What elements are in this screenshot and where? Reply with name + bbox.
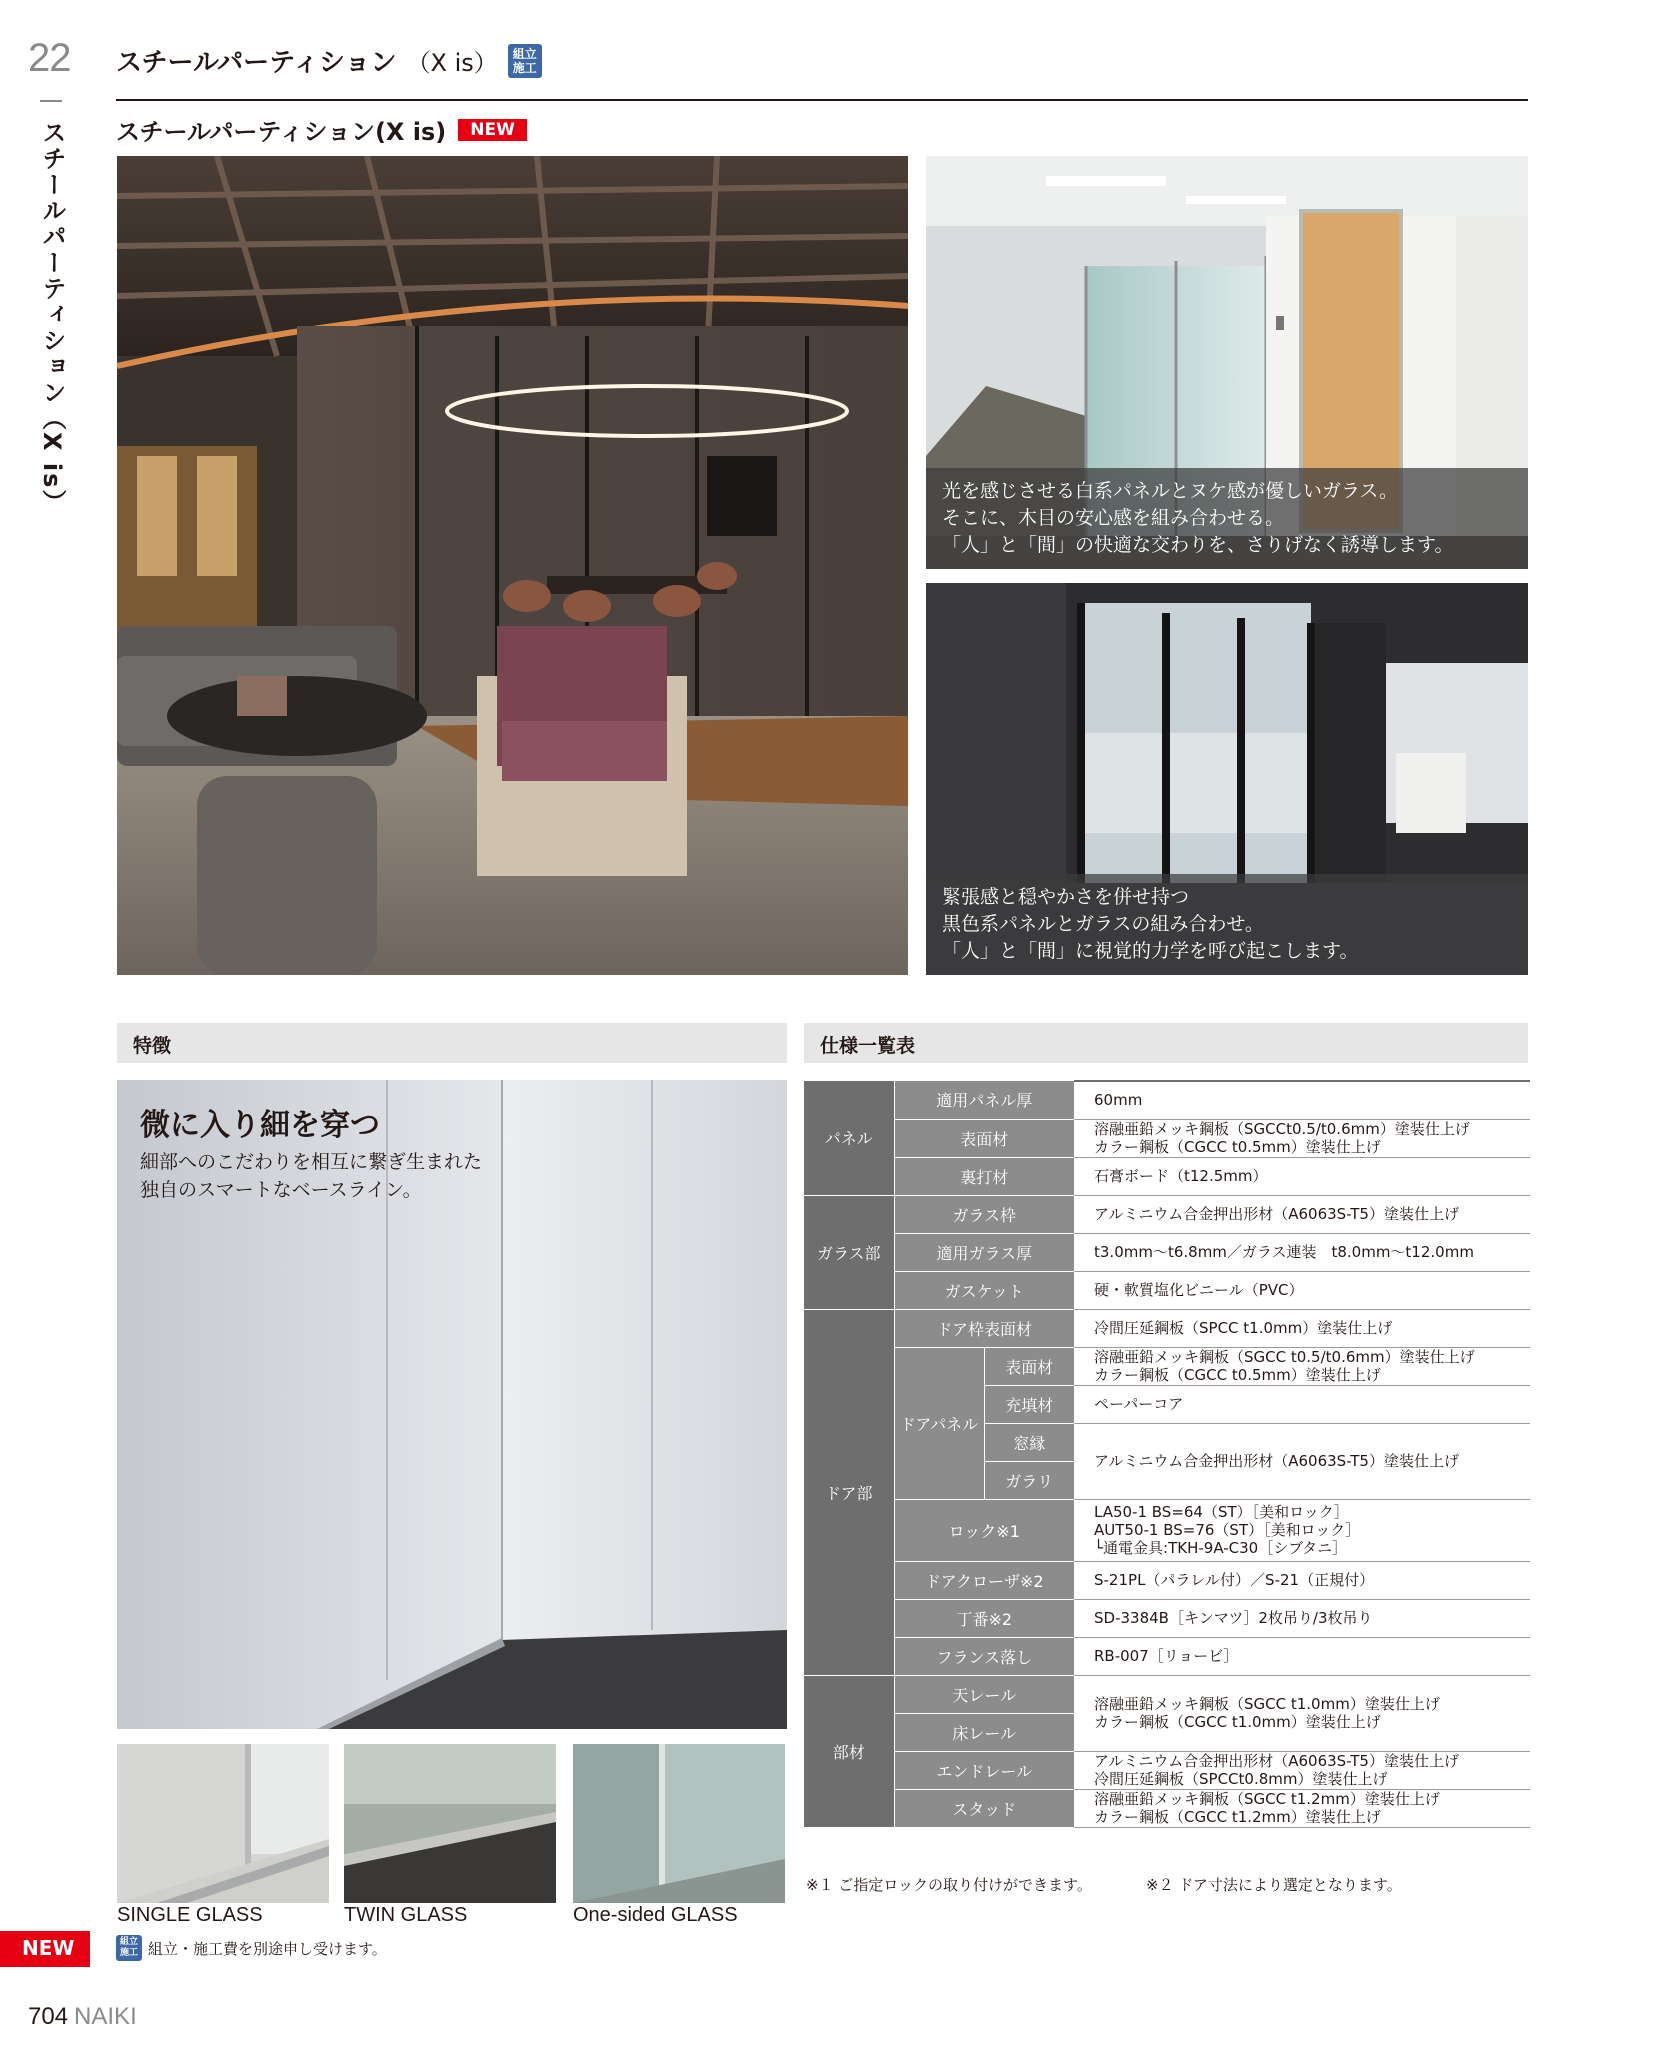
single-glass-label: SINGLE GLASS — [117, 1904, 263, 1926]
spec-subitem: 窓縁 — [984, 1423, 1074, 1461]
product-subtitle-text: スチールパーティション(X is) — [116, 118, 447, 146]
feature-title: 微に入り細を穿つ — [140, 1108, 380, 1143]
spec-cat-glass: ガラス部 — [804, 1195, 894, 1309]
spec-cat-door: ドア部 — [804, 1309, 894, 1675]
spec-value: RB-007［リョービ］ — [1074, 1637, 1530, 1675]
spec-subitem: 表面材 — [984, 1347, 1074, 1385]
twin-glass-thumb — [344, 1744, 556, 1903]
footer-brand — [28, 2003, 137, 2031]
spec-item: 裏打材 — [894, 1157, 1074, 1195]
footer-badge-line2: 施工 — [119, 1948, 138, 1958]
spec-value: 溶融亜鉛メッキ鋼板（SGCC t1.0mm）塗装仕上げ カラー鋼板（CGCC t1.0mm）塗装仕上げ — [1074, 1675, 1530, 1751]
one-sided-glass-label: One-sided GLASS — [573, 1904, 738, 1926]
spec-item: ガスケット — [894, 1271, 1074, 1309]
footer-new-label: NEW — [0, 1931, 90, 1967]
spec-value: 溶融亜鉛メッキ鋼板（SGCC t1.2mm）塗装仕上げ カラー鋼板（CGCC t1.2mm）塗装仕上げ — [1074, 1789, 1530, 1827]
spec-row — [804, 1499, 1530, 1561]
black-panel-photo — [926, 583, 1528, 975]
spec-value: アルミニウム合金押出形材（A6063S-T5）塗装仕上げ — [1074, 1195, 1530, 1233]
spec-value: 溶融亜鉛メッキ鋼板（SGCCt0.5/t0.6mm）塗装仕上げ カラー鋼板（CGCC t0.5mm）塗装仕上げ — [1074, 1119, 1530, 1157]
spec-item: 適用ガラス厚 — [894, 1233, 1074, 1271]
black-panel-caption: 緊張感と穏やかさを併せ持つ 黒色系パネルとガラスの組み合わせ。 「人」と「間」に視覚的力学を呼び起こします。 — [926, 874, 1528, 975]
spec-value: アルミニウム合金押出形材（A6063S-T5）塗装仕上げ — [1074, 1423, 1530, 1499]
spec-item: ロック※1 — [894, 1499, 1074, 1561]
spec-item: 床レール — [894, 1713, 1074, 1751]
spec-subitem: ガラリ — [984, 1461, 1074, 1499]
spec-row — [804, 1157, 1530, 1195]
footer-brand-name: NAIKI — [74, 2003, 137, 2030]
assembly-badge — [508, 44, 542, 78]
header-rule — [116, 99, 1528, 101]
assembly-badge-line2: 施工 — [512, 60, 537, 75]
footnote-1: ※１ ご指定ロックの取り付けができます。 — [806, 1876, 1092, 1894]
spec-value: 冷間圧延鋼板（SPCC t1.0mm）塗装仕上げ — [1074, 1309, 1530, 1347]
footer-assembly-badge — [116, 1935, 142, 1961]
spec-subitem: 充填材 — [984, 1385, 1074, 1423]
main-office-photo — [117, 156, 908, 975]
single-glass-thumb — [117, 1744, 329, 1903]
spec-value: 石膏ボード（t12.5mm） — [1074, 1157, 1530, 1195]
footer-note-text: 組立・施工費を別途申し受けます。 — [148, 1939, 387, 1958]
spec-item: エンドレール — [894, 1751, 1074, 1789]
header-title — [116, 42, 542, 79]
spec-cat-panel: パネル — [804, 1081, 894, 1195]
spec-header: 仕様一覧表 — [804, 1023, 1528, 1063]
spec-row — [804, 1599, 1530, 1637]
spec-value: t3.0mm～t6.8mm／ガラス連装 t8.0mm～t12.0mm — [1074, 1233, 1530, 1271]
footer-badge-line1: 組立 — [119, 1937, 138, 1947]
spec-item: ガラス枠 — [894, 1195, 1074, 1233]
spec-row — [804, 1637, 1530, 1675]
footer-page-number: 704 — [28, 2003, 69, 2030]
spec-row — [804, 1271, 1530, 1309]
footer-assembly-note — [116, 1935, 387, 1961]
spec-value: LA50-1 BS=64（ST）［美和ロック］ AUT50-1 BS=76（ST）［美和ロック］ └通電金具:TKH-9A-C30［シブタニ］ — [1074, 1499, 1530, 1561]
spec-table — [804, 1080, 1530, 1828]
footnote-2: ※２ ドア寸法により選定となります。 — [1146, 1876, 1402, 1894]
header-title-text: スチールパーティション — [116, 48, 397, 78]
page-number: 22 — [28, 36, 71, 80]
spec-row — [804, 1195, 1530, 1233]
feature-description: 細部へのこだわりを相互に繋ぎ生まれた 独自のスマートなベースライン。 — [140, 1151, 483, 1201]
spec-item: フランス落し — [894, 1637, 1074, 1675]
one-sided-glass-thumb — [573, 1744, 785, 1903]
spec-row — [804, 1309, 1530, 1347]
spec-item: ドアクローザ※2 — [894, 1561, 1074, 1599]
spec-item: ドア枠表面材 — [894, 1309, 1074, 1347]
spec-table-wrap — [804, 1080, 1530, 1828]
spec-row — [804, 1751, 1530, 1789]
white-panel-caption: 光を感じさせる白系パネルとヌケ感が優しいガラス。 そこに、木目の安心感を組み合わせる。 「人」と「間」の快適な交わりを、さりげなく誘導します。 — [926, 468, 1528, 569]
white-panel-photo — [926, 156, 1528, 569]
twin-glass-label: TWIN GLASS — [344, 1904, 468, 1926]
spec-value: 硬・軟質塩化ビニール（PVC） — [1074, 1271, 1530, 1309]
spec-row — [804, 1081, 1530, 1119]
spec-value: アルミニウム合金押出形材（A6063S-T5）塗装仕上げ 冷間圧延鋼板（SPCCt0.8mm）塗装仕上げ — [1074, 1751, 1530, 1789]
assembly-badge-line1: 組立 — [512, 46, 537, 61]
spec-cat-parts: 部材 — [804, 1675, 894, 1827]
side-title: スチールパーティション（X is） — [38, 120, 66, 516]
spec-row — [804, 1347, 1530, 1385]
spec-value: S-21PL（パラレル付）／S-21（正規付） — [1074, 1561, 1530, 1599]
spec-value: 60mm — [1074, 1081, 1530, 1119]
product-subtitle — [116, 112, 527, 147]
spec-row — [804, 1119, 1530, 1157]
spec-value: SD-3384B［キンマツ］2枚吊り/3枚吊り — [1074, 1599, 1530, 1637]
spec-item: 丁番※2 — [894, 1599, 1074, 1637]
spec-row — [804, 1789, 1530, 1827]
spec-row — [804, 1675, 1530, 1713]
spec-item: 表面材 — [894, 1119, 1074, 1157]
spec-item-door-panel: ドアパネル — [894, 1347, 984, 1499]
features-header: 特徴 — [117, 1023, 787, 1063]
spec-value: 溶融亜鉛メッキ鋼板（SGCC t0.5/t0.6mm）塗装仕上げ カラー鋼板（CGCC t0.5mm）塗装仕上げ — [1074, 1347, 1530, 1385]
header-title-suffix: （X is） — [406, 49, 498, 77]
spec-item: 天レール — [894, 1675, 1074, 1713]
spec-item: 適用パネル厚 — [894, 1081, 1074, 1119]
spec-row — [804, 1233, 1530, 1271]
new-badge: NEW — [458, 119, 527, 141]
spec-item: スタッド — [894, 1789, 1074, 1827]
page-number-rule — [40, 100, 62, 102]
spec-row — [804, 1561, 1530, 1599]
spec-value: ペーパーコア — [1074, 1385, 1530, 1423]
